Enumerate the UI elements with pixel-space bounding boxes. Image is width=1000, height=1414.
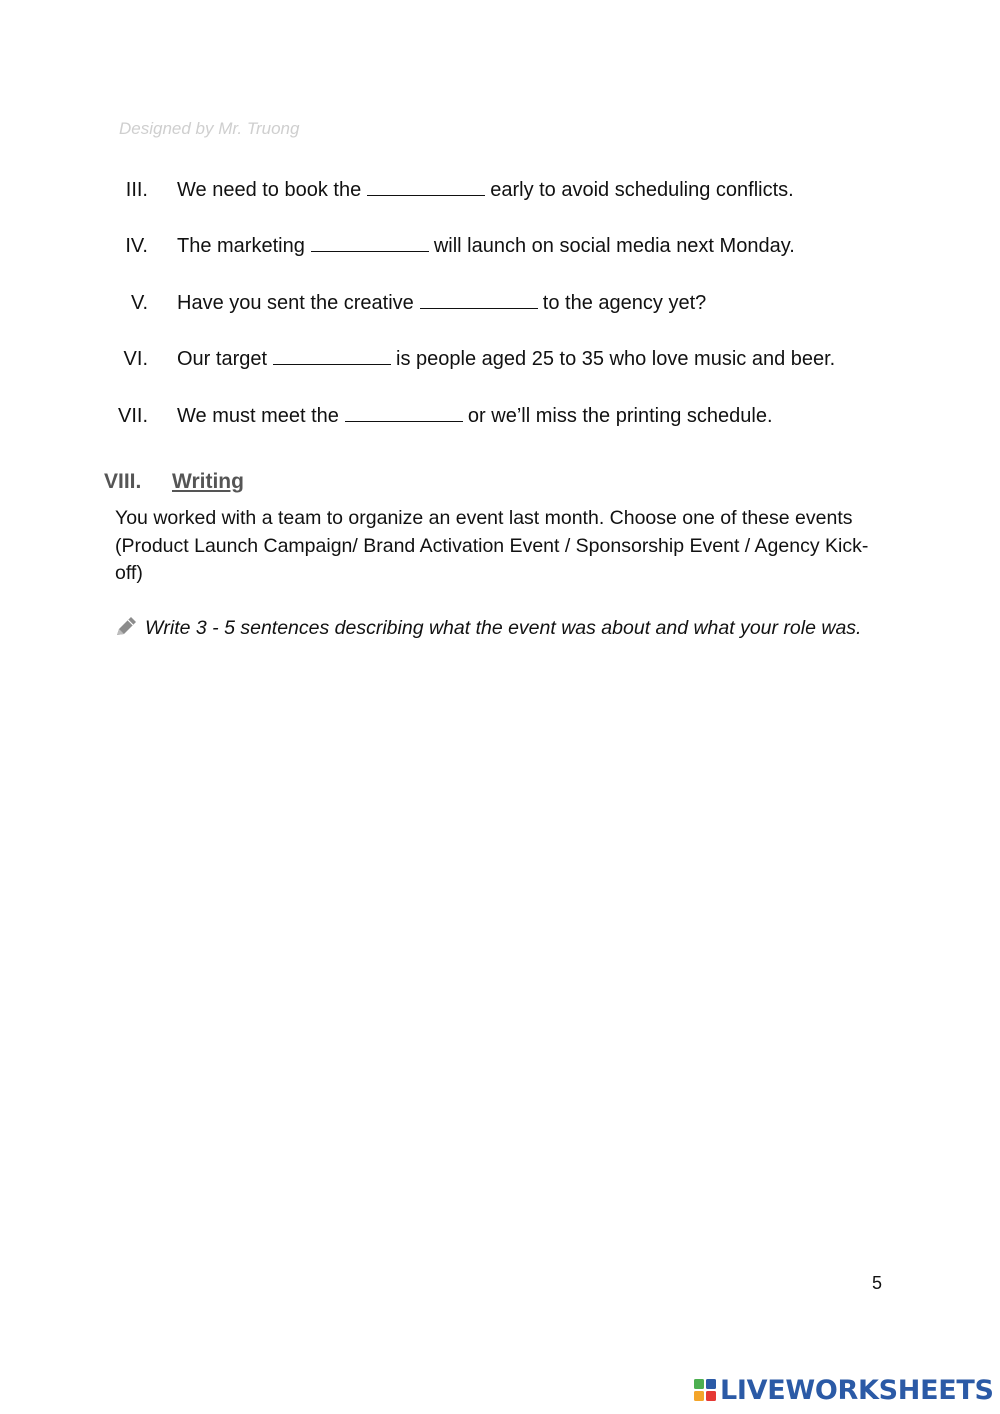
answer-blank[interactable] (273, 346, 391, 365)
exercise-text-after: will launch on social media next Monday. (433, 235, 795, 258)
exercise-sentence (177, 176, 794, 204)
answer-blank[interactable] (420, 290, 538, 309)
exercise-sentence (177, 232, 795, 260)
answer-blank[interactable] (311, 233, 429, 252)
liveworksheets-logo-icon (693, 1378, 717, 1402)
writing-prompt: You worked with a team to organize an event last month. Choose one of these events (Product Launch Campaign/ Brand Activation Event / Sponsorship Event / Agency Kick-off) (115, 507, 869, 584)
exercise-text-after: to the agency yet? (542, 291, 707, 314)
exercise-number: VI. (123, 348, 148, 371)
exercise-text-before: Our target (177, 348, 268, 371)
exercise-item (100, 232, 900, 288)
section-title: Writing (172, 470, 244, 493)
exercise-sentence (177, 289, 706, 317)
answer-blank[interactable] (367, 177, 485, 196)
exercise-number: III. (125, 179, 148, 201)
exercise-text-before: The marketing (177, 235, 305, 258)
exercise-text-before: We need to book the (177, 179, 362, 201)
exercise-text-after: or we’ll miss the printing schedule. (467, 404, 773, 427)
exercise-sentence (177, 402, 773, 430)
designer-note: Designed by Mr. Truong (119, 119, 300, 138)
exercise-number: VII. (117, 404, 148, 427)
page-number: 5 (872, 1273, 883, 1293)
exercise-text-after: is people aged 25 to 35 who love music and beer. (396, 348, 836, 371)
pencil-icon (115, 615, 139, 637)
writing-task-text: Write 3 - 5 sentences describing what the event was about and what your role was. (145, 617, 862, 639)
exercise-item (100, 345, 900, 401)
exercise-number: V. (130, 291, 148, 314)
brand-name: LIVEWORKSHEETS (720, 1374, 994, 1406)
liveworksheets-brand (693, 1375, 994, 1405)
exercise-item (100, 176, 900, 232)
exercise-item (100, 289, 900, 345)
exercise-number: IV. (125, 235, 148, 258)
fill-in-exercise-list (100, 176, 900, 458)
writing-task (115, 614, 875, 642)
exercise-text-after: early to avoid scheduling conflicts. (490, 179, 794, 201)
section-number: VIII. (104, 470, 142, 493)
exercise-sentence (177, 345, 835, 373)
exercise-text-before: Have you sent the creative (177, 291, 414, 314)
exercise-text-before: We must meet the (177, 404, 339, 427)
exercise-item (100, 402, 900, 458)
answer-blank[interactable] (345, 403, 463, 422)
